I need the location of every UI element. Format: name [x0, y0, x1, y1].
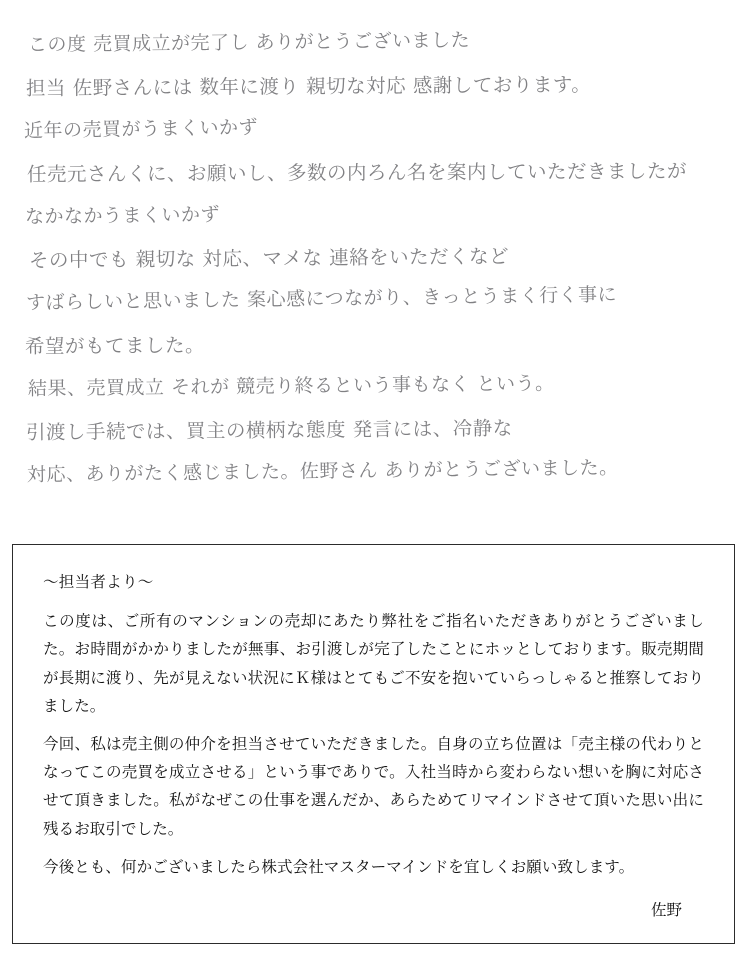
reply-signature: 佐野: [650, 902, 682, 920]
reply-paragraph: 今後とも、何かございましたら株式会社マスターマインドを宜しくお願い致します。: [43, 858, 635, 876]
handwritten-line: [27, 445, 722, 496]
handwritten-line-text: その中でも 親切な 対応、マメな 連絡をいただくなど: [28, 244, 510, 272]
handwritten-line-text: なかなかうまくいかず: [24, 203, 221, 229]
reply-paragraph: 今回、私は売主側の仲介を担当させていただきました。自身の立ち位置は「売主様の代わりとなってこの売買を成立させる」という事でありで。入社当時から変わらない想いを胸に対応させて頂きました。私がなぜこの仕事を選んだか、あらためてリマインドさせて頂いた思い出に残るお取引でした。: [43, 736, 704, 838]
handwritten-line-text: 対応、ありがたく感じました。佐野さん ありがとうございました。: [26, 456, 619, 486]
handwritten-line-text: 担当 佐野さんには 数年に渡り 親切な対応 感謝しております。: [25, 72, 592, 100]
handwritten-line: [25, 188, 720, 239]
handwritten-line-text: 引渡し手続では、買主の横柄な態度 発言には、冷静な: [25, 416, 513, 444]
reply-heading: ～担当者より～: [43, 574, 154, 591]
handwritten-line-text: 結果、売買成立 それが 競売り終るという事もなく という。: [27, 372, 555, 400]
handwritten-line: [26, 272, 722, 325]
reply-paragraph: この度は、ご所有のマンションの売却にあたり弊社をご指名いただきありがとうございました。お時間がかかりましたが無事、お引渡しが完了したことにホッとしております。販売期間が長期に渡り、先が見えない状況にＫ様はとてもご不安を抱いていらっしゃると推察しておりました。: [43, 613, 704, 715]
handwritten-line-text: 任売元さんくに、お願いし、多数の内ろん名を案内していただきましたが: [26, 159, 688, 186]
handwritten-line-text: この度 売買成立が完了し ありがとうございました: [27, 29, 471, 56]
handwritten-line-text: すばらしいと思いました 案心感につながり、きっとうまく行く事に: [25, 283, 618, 314]
handwritten-line-text: 希望がもてました。: [24, 333, 206, 358]
handwritten-line-text: 近年の売買がうまくいかず: [23, 116, 259, 143]
handwritten-line: [28, 361, 723, 411]
agent-reply-box: [12, 544, 735, 944]
handwritten-line: [28, 17, 723, 67]
